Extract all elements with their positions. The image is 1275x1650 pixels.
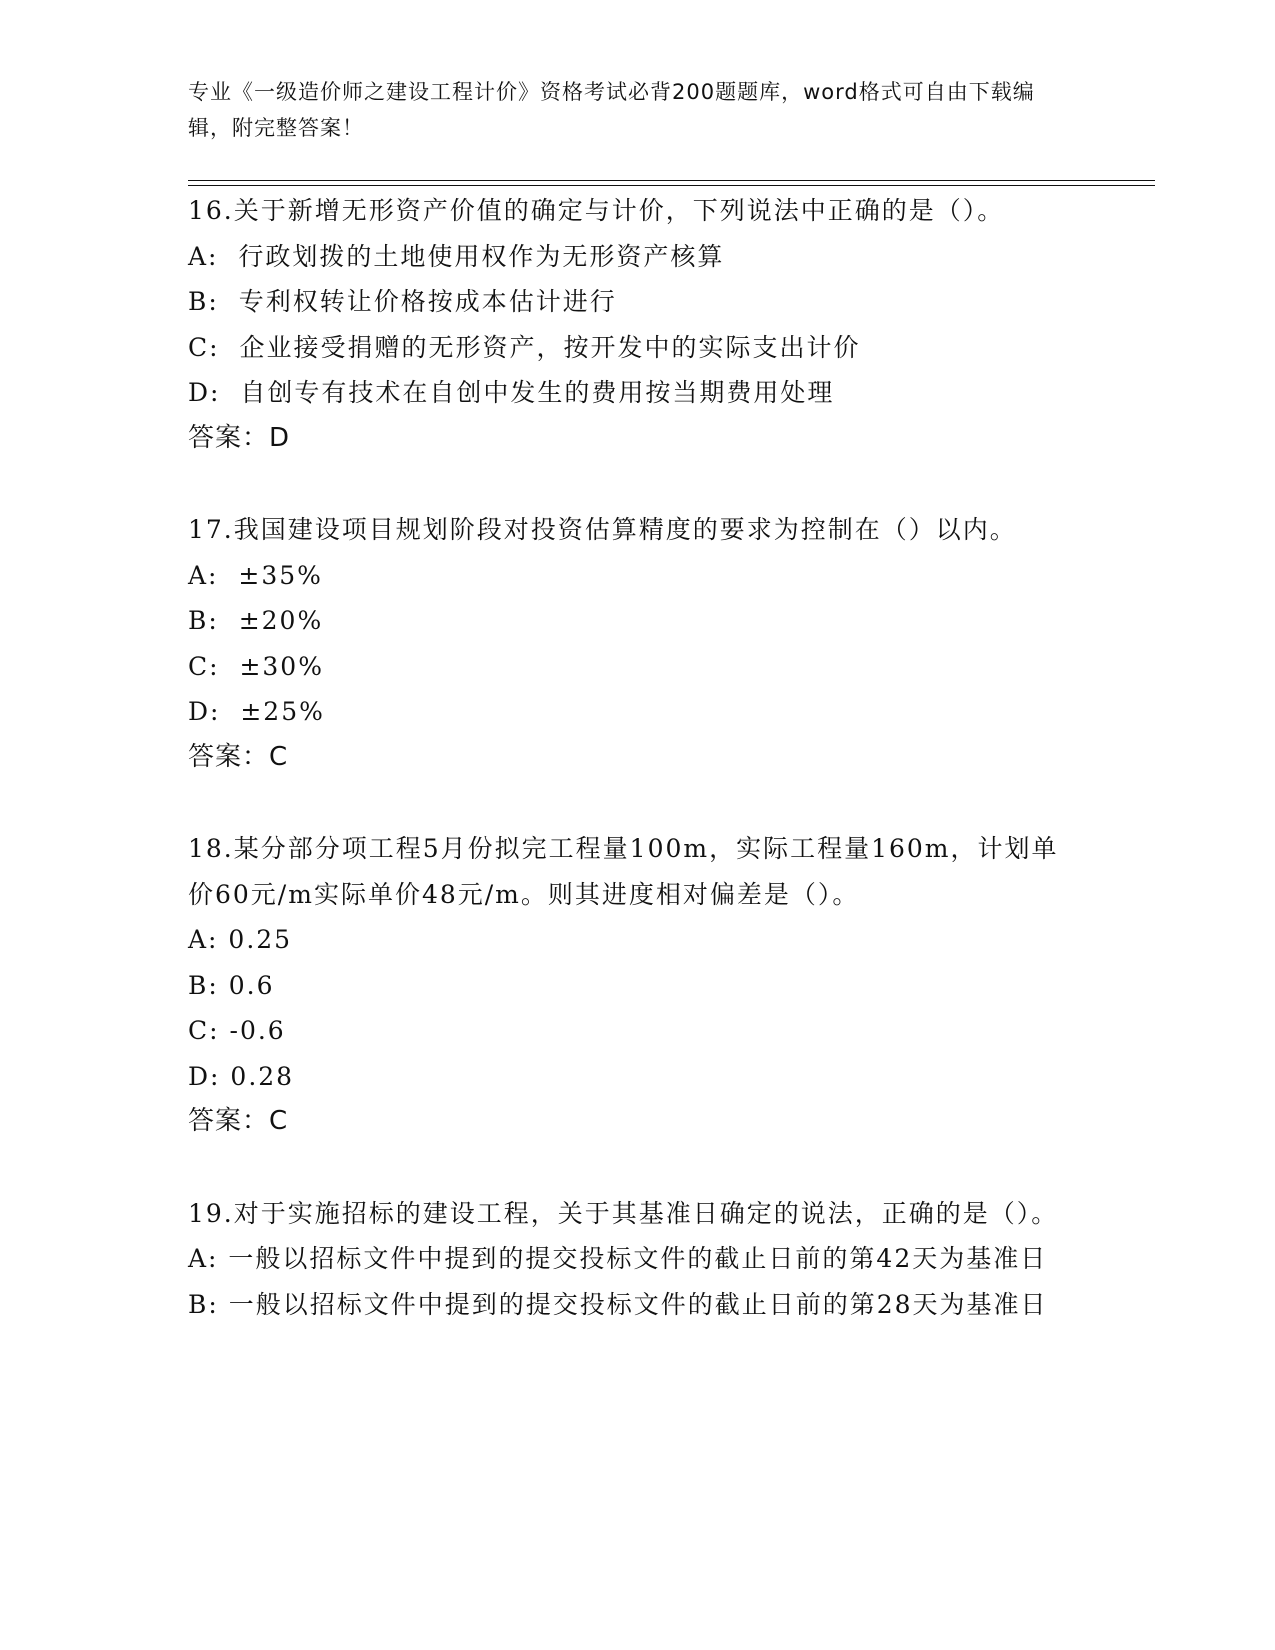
question-16	[188, 188, 1068, 461]
option-d: D: 0.28	[188, 1061, 295, 1091]
option-b: B: ±20%	[188, 606, 324, 635]
answer: 答案：C	[188, 741, 289, 772]
question-list	[188, 188, 1068, 1327]
header-divider-top	[188, 180, 1155, 181]
question-stem: 18.某分部分项工程5月份拟完工程量100m，实际工程量160m，计划单价60元/m实际单价48元/m。则其进度相对偏差是（）。	[188, 834, 1059, 909]
option-c: C: -0.6	[188, 1016, 286, 1045]
option-b: B: 专利权转让价格按成本估计进行	[188, 287, 617, 316]
option-c: C: ±30%	[188, 651, 324, 681]
question-18	[188, 826, 1068, 1145]
question-stem: 17.我国建设项目规划阶段对投资估算精度的要求为控制在（）以内。	[188, 515, 1017, 544]
option-a: A: ±35%	[188, 560, 323, 590]
option-a: A: 一般以招标文件中提到的提交投标文件的截止日前的第42天为基准日	[188, 1244, 1048, 1273]
question-17	[188, 507, 1068, 780]
option-d: D: 自创专有技术在自创中发生的费用按当期费用处理	[188, 378, 835, 407]
option-b: B: 一般以招标文件中提到的提交投标文件的截止日前的第28天为基准日	[188, 1289, 1048, 1319]
answer: 答案：C	[188, 1106, 289, 1136]
option-b: B: 0.6	[188, 970, 275, 1000]
option-c: C: 企业接受捐赠的无形资产，按开发中的实际支出计价	[188, 332, 861, 362]
answer: 答案：D	[188, 422, 291, 453]
option-d: D: ±25%	[188, 697, 325, 726]
option-a: A: 0.25	[188, 925, 293, 954]
question-stem: 19.对于实施招标的建设工程，关于其基准日确定的说法，正确的是（）。	[188, 1198, 1059, 1228]
question-stem: 16.关于新增无形资产价值的确定与计价，下列说法中正确的是（）。	[188, 196, 1005, 225]
question-19	[188, 1191, 1068, 1328]
option-a: A: 行政划拨的土地使用权作为无形资产核算	[188, 241, 725, 271]
document-header: 专业《一级造价师之建设工程计价》资格考试必背200题题库，word格式可自由下载编辑，附完整答案！	[188, 80, 1035, 140]
header-divider-bottom	[188, 185, 1155, 186]
